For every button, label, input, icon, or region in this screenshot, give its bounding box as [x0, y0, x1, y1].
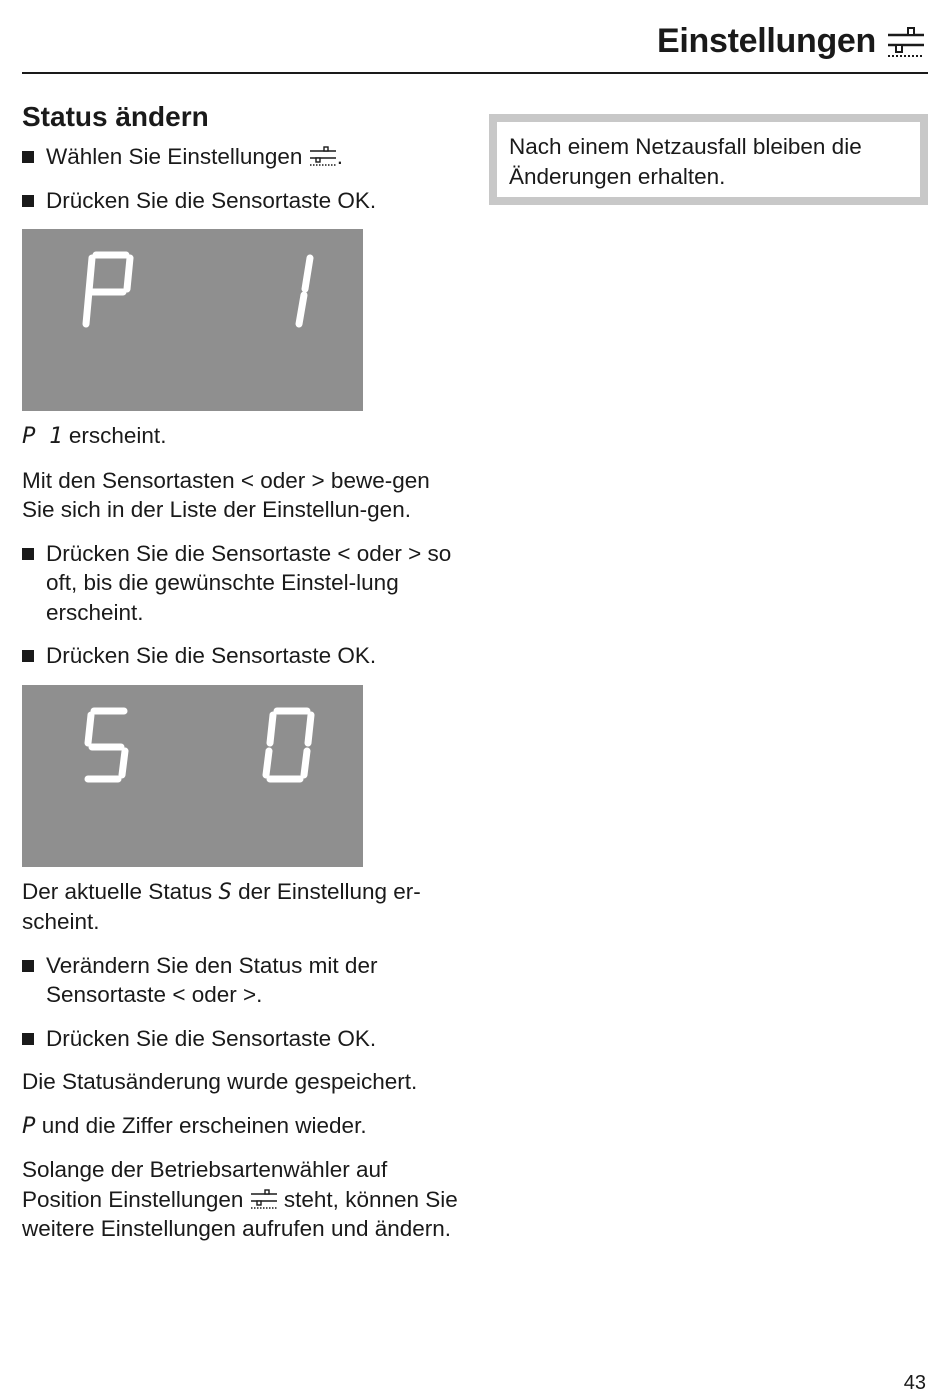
- p-text: und die Ziffer erscheinen wieder.: [35, 1112, 367, 1138]
- display-p1: [22, 229, 363, 411]
- step-scroll: [22, 539, 467, 628]
- settings-sliders-icon: [250, 1188, 278, 1210]
- page-number: 43: [903, 1372, 926, 1394]
- step-text: Drücken Sie die Sensortaste OK.: [46, 1025, 377, 1051]
- p1-appears: [22, 421, 467, 452]
- status-symbol: S: [218, 878, 232, 905]
- header-title: Einstellungen: [656, 22, 876, 60]
- step-select-settings: [22, 142, 467, 172]
- final-text-post: steht, können Sie weitere Einstellungen aufrufen und ändern.: [22, 1186, 458, 1241]
- p-reappears-paragraph: [22, 1111, 467, 1142]
- settings-sliders-icon: [309, 145, 337, 167]
- step-change-status: [22, 951, 467, 1010]
- header-divider: [22, 72, 928, 74]
- step-text: Wählen Sie Einstellungen: [46, 144, 303, 169]
- seven-segment-display: [22, 229, 363, 411]
- step-text: Drücken Sie die Sensortaste OK.: [46, 643, 377, 668]
- bullet: [22, 960, 34, 972]
- saved-paragraph: Die Statusänderung wurde gespeichert.: [22, 1069, 418, 1094]
- note-text: Nach einem Netzausfall bleiben die Änderungen erhalten.: [509, 134, 862, 189]
- step-text: Verändern Sie den Status mit der Sensortaste < oder >.: [46, 952, 378, 1007]
- section-heading: Status ändern: [22, 101, 209, 132]
- step-press-ok-2: [22, 641, 467, 671]
- bullet: [22, 650, 34, 662]
- step-press-ok-1: [22, 186, 467, 216]
- step-press-ok-3: [22, 1024, 467, 1054]
- status-text-post: der Einstellung er-scheint.: [22, 878, 421, 934]
- p1-symbol: P 1: [22, 423, 63, 449]
- navigation-paragraph: Mit den Sensortasten < oder > bewe-gen Sie sich in der Liste der Einstellun-gen.: [22, 467, 430, 522]
- settings-sliders-icon: [886, 25, 926, 59]
- p-symbol: P: [22, 1112, 36, 1139]
- note-box: [489, 114, 928, 205]
- step-text: Drücken Sie die Sensortaste OK.: [46, 187, 377, 213]
- bullet: [22, 1033, 34, 1045]
- step-text-end: .: [336, 144, 343, 169]
- bullet: [22, 548, 34, 560]
- page-header: [657, 22, 926, 61]
- status-text-pre: Der aktuelle Status: [22, 878, 219, 904]
- main-column: [22, 100, 467, 1258]
- bullet: [22, 195, 34, 207]
- seven-segment-display: [22, 685, 363, 867]
- display-s0: [22, 685, 363, 867]
- bullet: [22, 151, 34, 163]
- p1-text: erscheint.: [62, 423, 167, 448]
- final-text-pre: Solange der Betriebsartenwähler auf Position Einstellungen: [22, 1157, 388, 1212]
- final-paragraph: [22, 1155, 467, 1244]
- step-text: Drücken Sie die Sensortaste < oder > so oft, bis die gewünschte Einstel-lung erscheint.: [46, 540, 452, 625]
- current-status-paragraph: [22, 877, 467, 937]
